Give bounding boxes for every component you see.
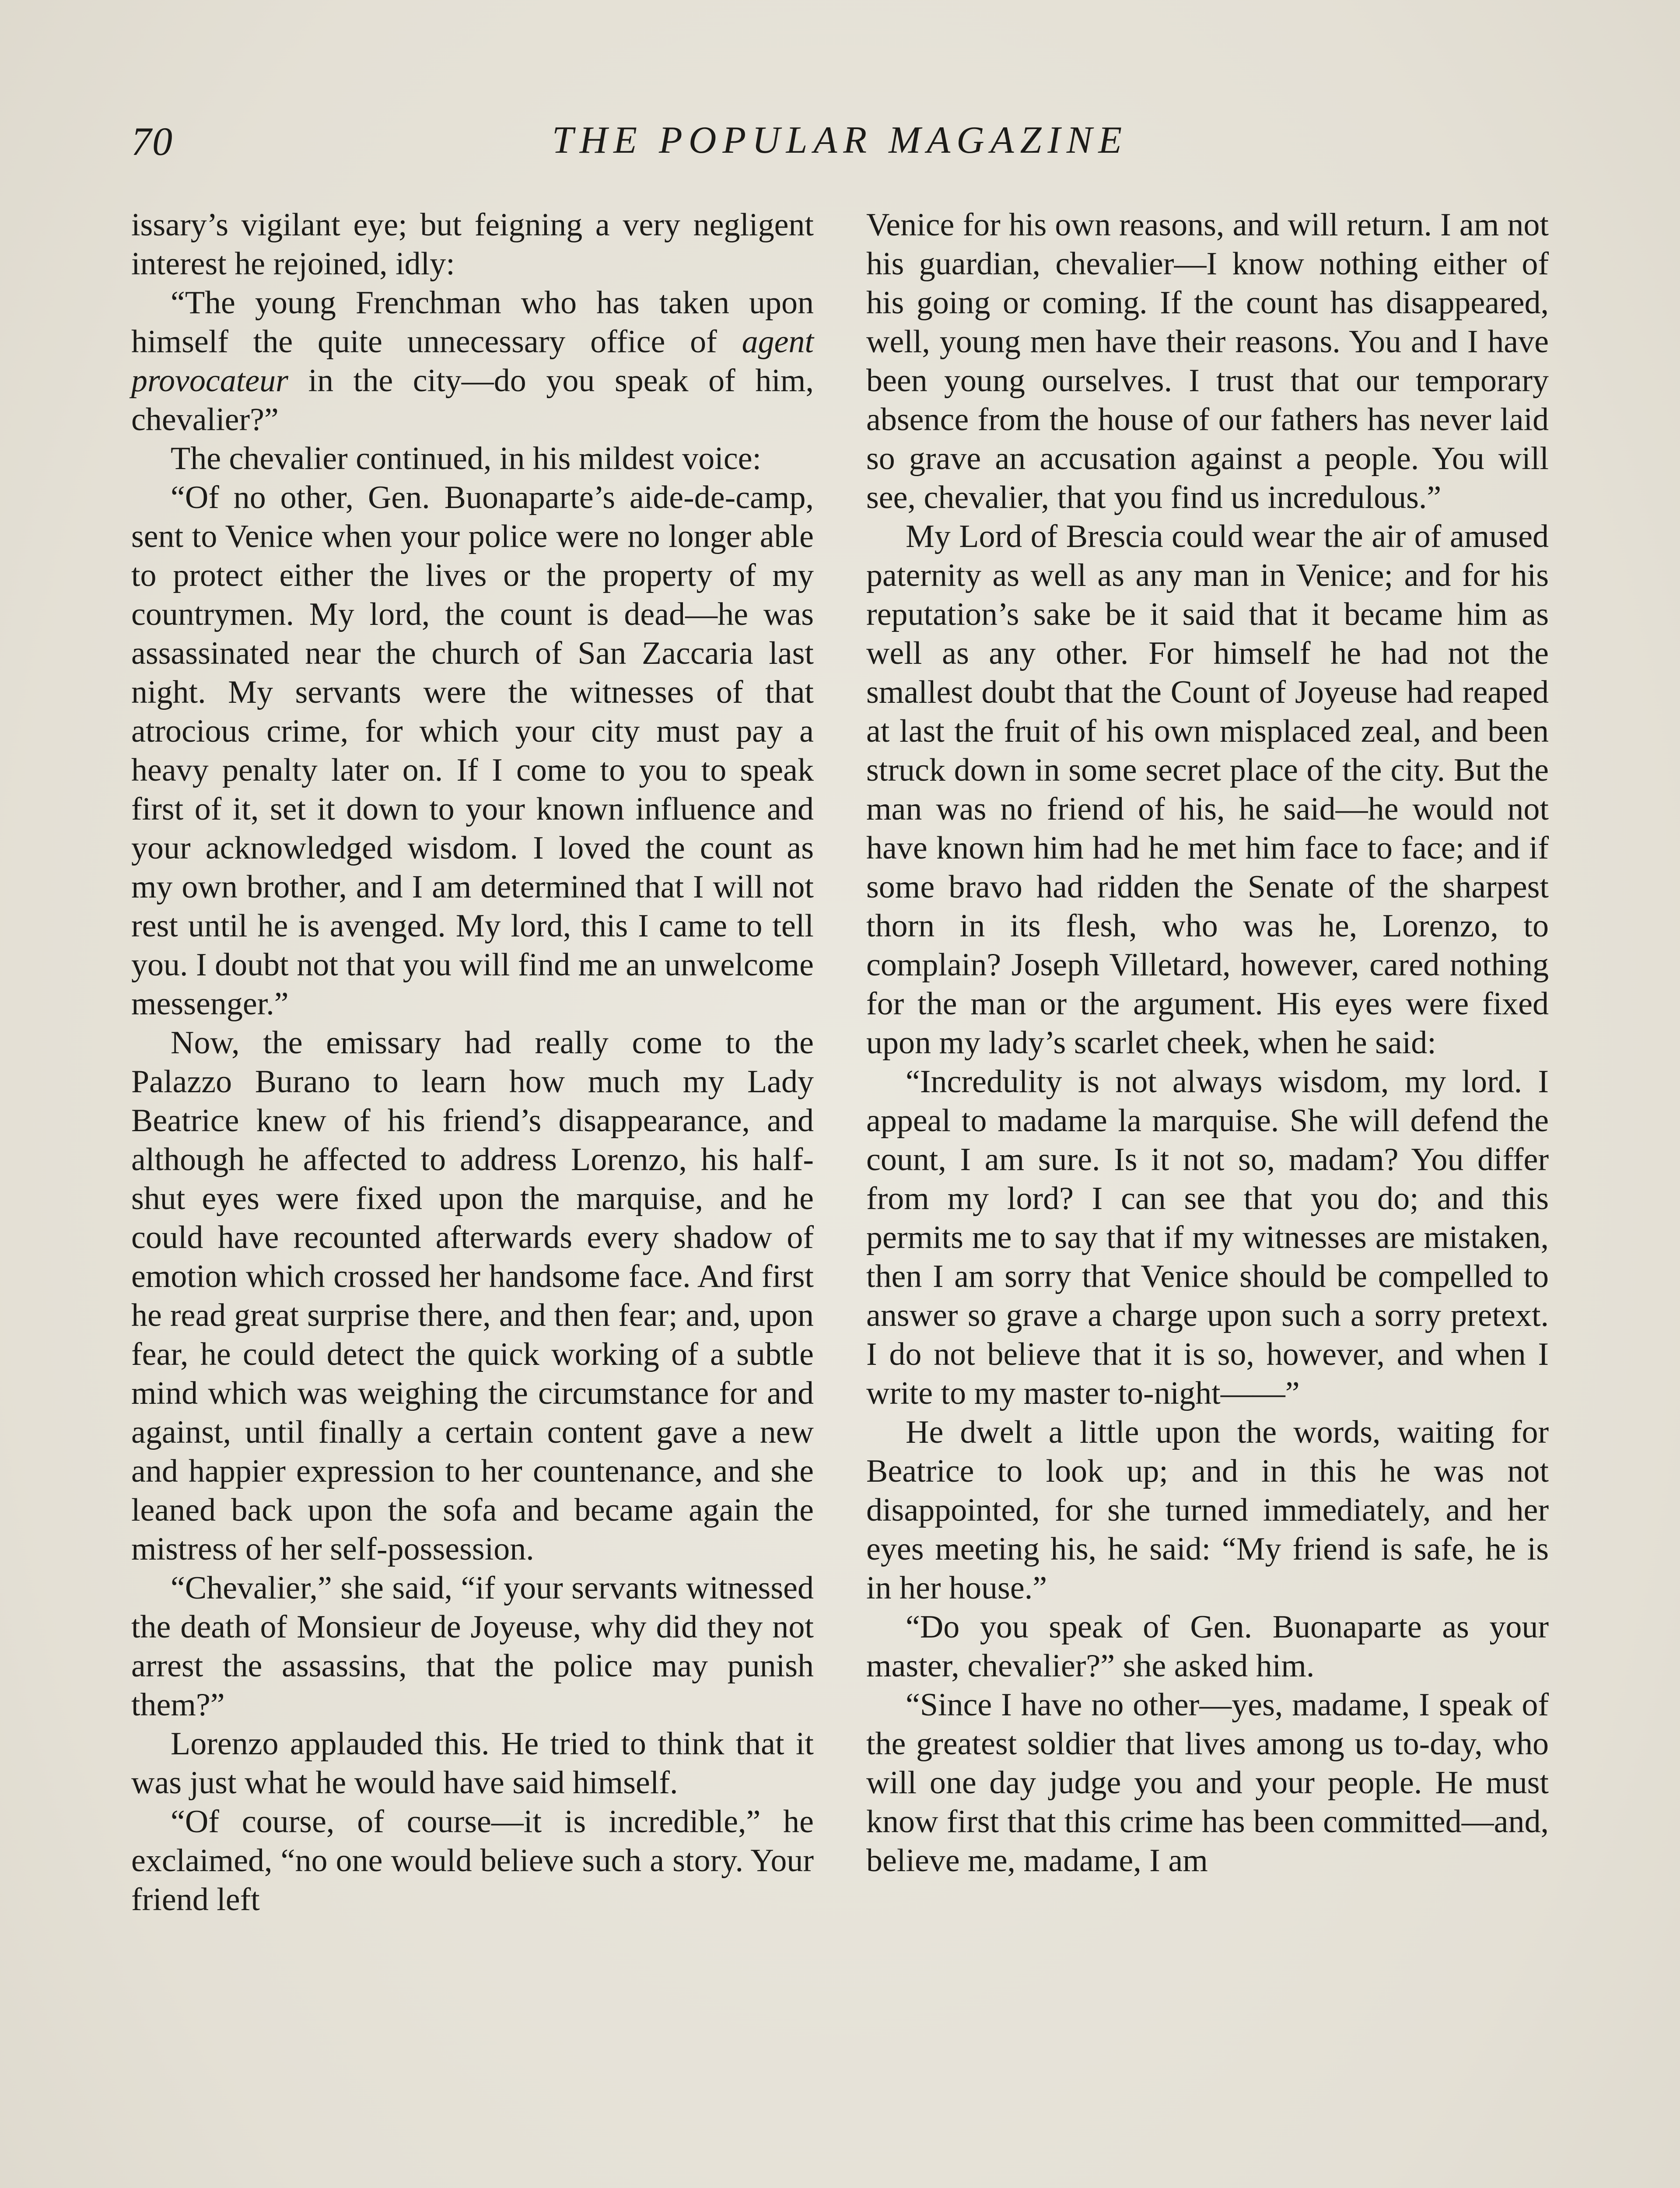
page-header: [131, 118, 1549, 171]
paragraph: Lorenzo applauded this. He tried to think that it was just what he would have said himself.: [131, 1726, 814, 1801]
text-columns: [131, 206, 1549, 2188]
paragraph: “Chevalier,” she said, “if your servants witnessed the death of Monsieur de Joyeuse, why did they not arrest the assassins, that the police may punish them?”: [131, 1570, 814, 1723]
paragraph: “Incredulity is not always wisdom, my lord. I appeal to madame la marquise. She will defend the count, I am sure. Is it not so, madam? You differ from my lord? I can see that you do; and this permits me to say that if my witnesses are mistaken, then I am sorry that Venice should be compelled to answer so grave a charge upon such a sorry pretext. I do not believe that it is so, however, and when I write to my master to-night——”: [866, 1064, 1549, 1411]
paragraph: Venice for his own reasons, and will return. I am not his guardian, chevalier—I know nothing either of his going or coming. If the count has disappeared, well, young men have their reasons. You and I have been young ourselves. I trust that our temporary absence from the house of our fathers has never laid so grave an accusation against a people. You will see, chevalier, that you find us incredulous.”: [866, 207, 1549, 515]
page-number: 70: [131, 119, 173, 164]
paragraph: “The young Frenchman who has taken upon himself the quite unnecessary office of agent provocateur in the city—do you speak of him, chevalier?”: [131, 285, 814, 438]
paragraph: “Of course, of course—it is incredible,” he exclaimed, “no one would believe such a story. Your friend left: [131, 1804, 814, 1918]
paragraph: Now, the emissary had really come to the Palazzo Burano to learn how much my Lady Beatrice knew of his friend’s disappearance, and although he affected to address Lorenzo, his half-shut eyes were fixed upon the marquise, and he could have recounted afterwards every shadow of emotion which crossed her handsome face. And first he read great surprise there, and then fear; and, upon fear, he could detect the quick working of a subtle mind which was weighing the circumstance for and against, until finally a certain content gave a new and happier expression to her countenance, and she leaned back upon the sofa and became again the mistress of her self-possession.: [131, 1025, 814, 1567]
paragraph: He dwelt a little upon the words, waiting for Beatrice to look up; and in this he was not disappointed, for she turned immediately, and her eyes meeting his, he said: “My friend is safe, he is in her house.”: [866, 1414, 1549, 1606]
paragraph: issary’s vigilant eye; but feigning a very negligent interest he rejoined, idly:: [131, 207, 814, 282]
paragraph: “Since I have no other—yes, madame, I speak of the greatest soldier that lives among us to-day, who will one day judge you and your people. He must know first that this crime has been committed—and, believe me, madame, I am: [866, 1687, 1549, 1879]
paragraph: My Lord of Brescia could wear the air of amused paternity as well as any man in Venice; and for his reputation’s sake be it said that it became him as well as any other. For himself he had not the smallest doubt that the Count of Joyeuse had reaped at last the fruit of his own misplaced zeal, and been struck down in some secret place of the city. But the man was no friend of his, he said—he would not have known him had he met him face to face; and if some bravo had ridden the Senate of the sharpest thorn in its flesh, who was he, Lorenzo, to complain? Joseph Villetard, however, cared nothing for the man or the argument. His eyes were fixed upon my lady’s scarlet cheek, when he said:: [866, 519, 1549, 1061]
left-column: [131, 206, 814, 1919]
magazine-title: THE POPULAR MAGAZINE: [552, 119, 1128, 161]
paragraph: “Do you speak of Gen. Buonaparte as your master, chevalier?” she asked him.: [866, 1609, 1549, 1684]
paragraph: “Of no other, Gen. Buonaparte’s aide-de-camp, sent to Venice when your police were no longer able to protect either the lives or the property of my countrymen. My lord, the count is dead—he was assassinated near the church of San Zaccaria last night. My servants were the witnesses of that atrocious crime, for which your city must pay a heavy penalty later on. If I come to you to speak first of it, set it down to your known influence and your acknowledged wisdom. I loved the count as my own brother, and I am determined that I will not rest until he is avenged. My lord, this I came to tell you. I doubt not that you will find me an unwelcome messenger.”: [131, 480, 814, 1022]
italic-phrase: agent provocateur: [131, 324, 814, 399]
right-column: [866, 206, 1549, 1880]
paragraph: The chevalier continued, in his mildest voice:: [171, 441, 762, 477]
